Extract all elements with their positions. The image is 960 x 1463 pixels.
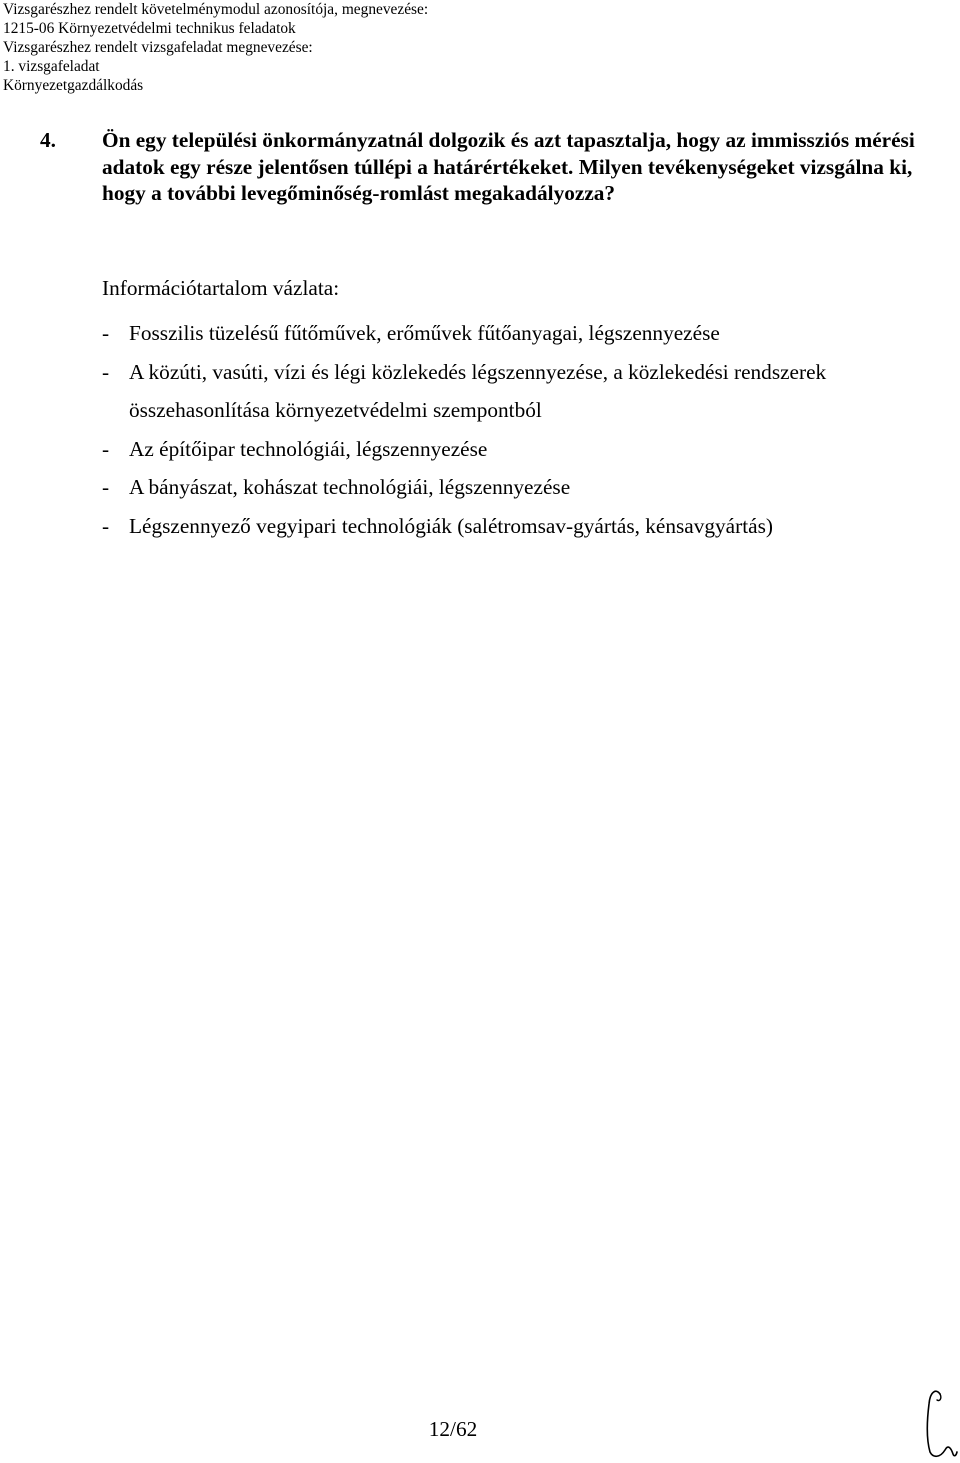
- bullet-dash: -: [102, 436, 110, 461]
- question-text: Ön egy települési önkormányzatnál dolgozik és azt tapasztalja, hogy az immissziós mérési adatok egy része jelentősen túllépi a határértékeket. Milyen tevékenységeket vizsgálna ki, hogy a további levegőminőség-romlást megakadályozza?: [102, 128, 915, 205]
- header-line-task-label: Vizsgarészhez rendelt vizsgafeladat megnevezése:: [3, 39, 313, 56]
- bullet-dash: -: [102, 321, 110, 345]
- list-item: [102, 314, 902, 353]
- header-line-task-name: Környezetgazdálkodás: [3, 77, 144, 94]
- list-item-text: Fosszilis tüzelésű fűtőművek, erőművek fűtőanyagai, légszennyezése: [129, 321, 720, 345]
- page-header: [3, 0, 428, 95]
- header-line-module-name: 1215-06 Környezetvédelmi technikus feladatok: [3, 20, 296, 37]
- header-line-module-label: Vizsgarészhez rendelt követelménymodul azonosítója, megnevezése:: [3, 1, 429, 18]
- list-item-text: A közúti, vasúti, vízi és légi közlekedés légszennyezése, a közlekedési rendszerek összehasonlítása környezetvédelmi szempontból: [129, 359, 827, 423]
- bullet-dash: -: [102, 513, 110, 538]
- question-block: [40, 127, 930, 207]
- info-heading: Információtartalom vázlata:: [102, 276, 340, 300]
- list-item-text: A bányászat, kohászat technológiái, légszennyezése: [129, 475, 571, 500]
- question-number: 4.: [40, 128, 56, 152]
- list-item: [102, 507, 902, 546]
- signature-mark: [918, 1386, 958, 1460]
- info-list: [102, 314, 902, 546]
- list-item-text: Légszennyező vegyipari technológiák (salétromsav-gyártás, kénsavgyártás): [129, 513, 773, 538]
- bullet-dash: -: [102, 359, 110, 384]
- list-item: [102, 468, 902, 507]
- list-item-text: Az építőipar technológiái, légszennyezése: [129, 436, 488, 461]
- bullet-dash: -: [102, 475, 110, 500]
- list-item: [102, 430, 902, 469]
- list-item: [102, 353, 902, 430]
- page-number: 12/62: [428, 1417, 478, 1441]
- header-line-task-number: 1. vizsgafeladat: [3, 58, 100, 75]
